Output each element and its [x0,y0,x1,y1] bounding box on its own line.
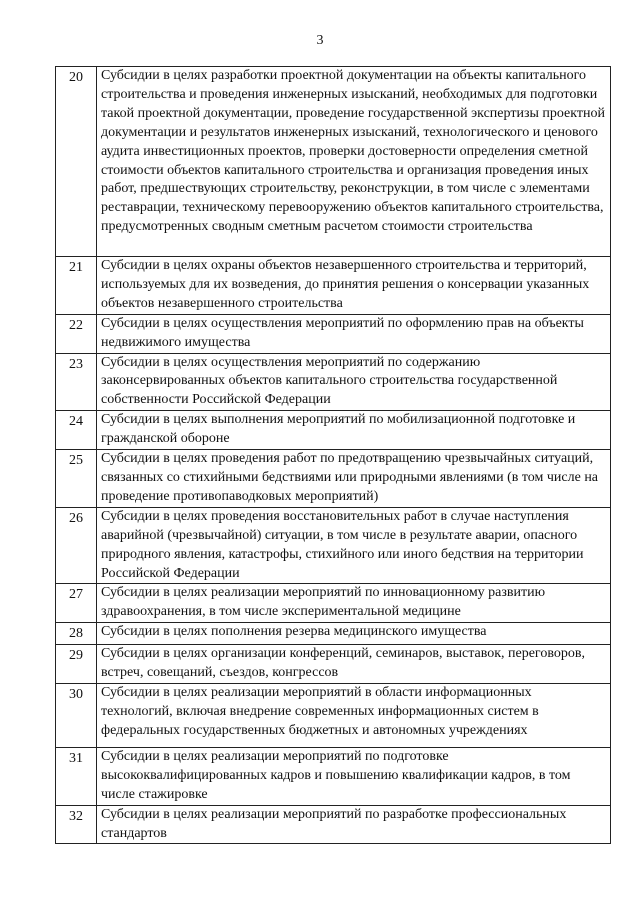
row-text: Субсидии в целях реализации мероприятий по инновационному развитию здравоохранения, в том числе экспериментальной медицине [97,584,611,623]
row-number: 24 [56,411,97,450]
row-text: Субсидии в целях организации конференций, семинаров, выставок, переговоров, встреч, совещаний, съездов, конгрессов [97,645,611,684]
row-text: Субсидии в целях выполнения мероприятий по мобилизационной подготовке и гражданской обороне [97,411,611,450]
table-row [56,747,611,805]
row-text: Субсидии в целях пополнения резерва медицинского имущества [97,623,611,645]
table-row [56,450,611,508]
row-number: 32 [56,805,97,844]
row-number: 31 [56,747,97,805]
subsidies-table [55,66,611,844]
table-row [56,257,611,315]
row-number: 22 [56,314,97,353]
row-text: Субсидии в целях осуществления мероприятий по содержанию законсервированных объектов капитального строительства государственной собственности Российской Федерации [97,353,611,411]
table-row [56,584,611,623]
row-number: 30 [56,683,97,747]
row-number: 23 [56,353,97,411]
table-row [56,507,611,584]
row-number: 26 [56,507,97,584]
row-text: Субсидии в целях осуществления мероприятий по оформлению прав на объекты недвижимого имущества [97,314,611,353]
row-number: 27 [56,584,97,623]
row-text: Субсидии в целях реализации мероприятий в области информационных технологий, включая внедрение современных информационных систем в федеральных государственных бюджетных и автономных учреждениях [97,683,611,747]
table-row [56,645,611,684]
row-text: Субсидии в целях разработки проектной документации на объекты капитального строительства и проведения инженерных изысканий, необходимых для подготовки такой проектной документации, проведение государственной экспертизы проектной документации и результатов инженерных изысканий, технологического и ценового аудита инвестиционных проектов, проверки достоверности определения сметной стоимости объектов капитального строительства и организация проведения иных работ, предшествующих строительству, реконструкции, в том числе с элементами реставрации, техническому перевооружению объектов капитального строительства, предусмотренных сводным сметным расчетом стоимости строительства [97,67,611,257]
row-text: Субсидии в целях охраны объектов незавершенного строительства и территорий, используемых для их возведения, до принятия решения о консервации указанных объектов незавершенного строительства [97,257,611,315]
table-row [56,411,611,450]
row-number: 21 [56,257,97,315]
table-row [56,353,611,411]
row-number: 25 [56,450,97,508]
row-number: 29 [56,645,97,684]
row-text: Субсидии в целях реализации мероприятий по подготовке высококвалифицированных кадров и повышению квалификации кадров, в том числе стажировке [97,747,611,805]
table-row [56,683,611,747]
row-text: Субсидии в целях проведения работ по предотвращению чрезвычайных ситуаций, связанных со стихийными бедствиями или природными явлениями (в том числе на проведение противопаводковых мероприятий) [97,450,611,508]
row-text: Субсидии в целях проведения восстановительных работ в случае наступления аварийной (чрезвычайной) ситуации, в том числе в результате аварии, опасного природного явления, катастрофы, стихийного или иного бедствия на территории Российской Федерации [97,507,611,584]
row-number: 28 [56,623,97,645]
row-number: 20 [56,67,97,257]
page-number: 3 [316,33,324,48]
table-row [56,314,611,353]
table-row [56,805,611,844]
row-text: Субсидии в целях реализации мероприятий по разработке профессиональных стандартов [97,805,611,844]
table-row [56,67,611,257]
table-row [56,623,611,645]
